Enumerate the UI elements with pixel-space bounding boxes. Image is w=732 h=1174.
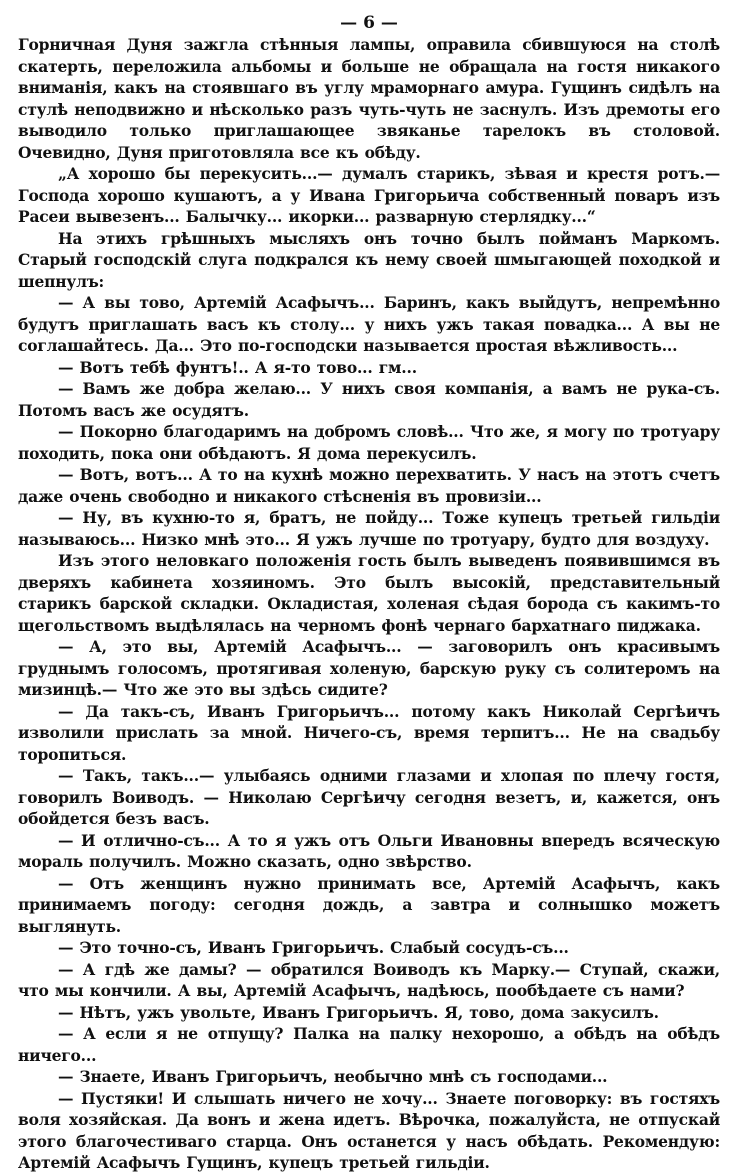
paragraph: — Вотъ, вотъ... А то на кухнѣ можно перехватить. У насъ на этотъ счетъ даже очень свободно и никакого стѣсненія въ провизіи... bbox=[18, 465, 720, 506]
paragraph: — Нѣтъ, ужъ увольте, Иванъ Григорьичъ. Я, тово, дома закусилъ. bbox=[58, 1002, 659, 1022]
paragraph: — Покорно благодаримъ на добромъ словѣ... Что же, я могу по тротуару походить, пока они обѣдаютъ. Я дома перекусилъ. bbox=[18, 422, 720, 463]
paragraph: — Отъ женщинъ нужно принимать все, Артемій Асафычъ, какъ принимаемъ погоду: сегодня дождь, а завтра и солнышко можетъ выглянуть. bbox=[18, 873, 720, 936]
paragraph: — А, это вы, Артемій Асафычъ... — заговорилъ онъ красивымъ груднымъ голосомъ, протягивая холеную, барскую руку съ солитеромъ на мизинцѣ.— Что же это вы здѣсь сидите? bbox=[18, 637, 720, 699]
paragraph: — Пустяки! И слышать ничего не хочу... Знаете поговорку: въ гостяхъ воля хозяйская. Да вонъ и жена идетъ. Вѣрочка, пожалуйста, не отпускай этого благочестиваго старца. Онъ останется у насъ обѣдать. Рекомендую: Артемій Асафычъ Гущинъ, купецъ третьей гильдіи. bbox=[18, 1088, 720, 1172]
paragraph: — Вотъ тебѣ фунтъ!.. А я-то тово... гм... bbox=[58, 357, 417, 377]
paragraph: — А гдѣ же дамы? — обратился Воиводъ къ Марку.— Ступай, скажи, что мы кончили. А вы, Артемій Асафычъ, надѣюсь, пообѣдаете съ нами? bbox=[18, 959, 720, 1000]
paragraph: — Вамъ же добра желаю... У нихъ своя компанія, а вамъ не рука-съ. Потомъ васъ же осудятъ. bbox=[18, 379, 720, 420]
paragraph: Изъ этого неловкаго положенія гость былъ выведенъ появившимся въ дверяхъ кабинета хозяиномъ. Это былъ высокій, представительный старикъ барской складки. Окладистая, холеная сѣдая борода съ какимъ-то щегольствомъ выдѣлялась на черномъ фонѣ чернаго бархатнаго пиджака. bbox=[18, 551, 720, 635]
paragraph: — Ну, въ кухню-то я, братъ, не пойду... Тоже купецъ третьей гильдіи называюсь... Низко мнѣ это... Я ужъ лучше по тротуару, будто для воздуху. bbox=[18, 508, 720, 549]
paragraph: „А хорошо бы перекусить...— думалъ старикъ, зѣвая и крестя ротъ.— Господа хорошо кушаютъ, а у Ивана Григорьича собственный поваръ изъ Расеи вывезенъ... Балычку... икорки... разварную стерлядку...“ bbox=[18, 164, 720, 226]
paragraph: — Такъ, такъ...— улыбаясь одними глазами и хлопая по плечу гостя, говорилъ Воиводъ. — Николаю Сергѣичу сегодня везетъ, и, кажется, онъ обойдется безъ васъ. bbox=[18, 766, 720, 828]
page-number: — 6 — bbox=[340, 13, 398, 33]
paragraph: — И отлично-съ... А то я ужъ отъ Ольги Ивановны впередъ всяческую мораль получилъ. Можно сказать, одно звѣрство. bbox=[18, 830, 720, 871]
paragraph: — Это точно-съ, Иванъ Григорьичъ. Слабый сосудъ-съ... bbox=[58, 938, 569, 957]
paragraph: — А если я не отпущу? Палка на палку нехорошо, а обѣдъ на обѣдъ ничего... bbox=[18, 1024, 720, 1065]
paragraph: На этихъ грѣшныхъ мысляхъ онъ точно былъ пойманъ Маркомъ. Старый господскій слуга подкрался къ нему своей шмыгающей походкой и шепнулъ: bbox=[18, 228, 720, 291]
paragraph: — А вы тово, Артемій Асафычъ... Баринъ, какъ выйдутъ, непремѣнно будутъ приглашать васъ къ столу... у нихъ ужъ такая повадка... А вы не соглашайтесь. Да... Это по-господски называется простая вѣжливость... bbox=[18, 293, 720, 355]
paragraph: — Да такъ-съ, Иванъ Григорьичъ... потому какъ Николай Сергѣичъ изволили прислать за мной. Ничего-съ, время терпитъ... Не на свадьбу торопиться. bbox=[18, 701, 720, 764]
page-text bbox=[18, 34, 720, 1174]
paragraph: Горничная Дуня зажгла стѣнныя лампы, оправила сбившуюся на столѣ скатерть, переложила альбомы и больше не обращала на гостя никакого вниманія, какъ на стоявшаго въ углу мраморнаго амура. Гущинъ сидѣлъ на стулѣ неподвижно и нѣсколько разъ чуть-чуть не заснулъ. Изъ дремоты его выводило только приглашающее звяканье тарелокъ въ столовой. Очевидно, Дуня приготовляла все къ обѣду. bbox=[18, 35, 720, 162]
paragraph: — Знаете, Иванъ Григорьичъ, необычно мнѣ съ господами... bbox=[58, 1067, 608, 1086]
